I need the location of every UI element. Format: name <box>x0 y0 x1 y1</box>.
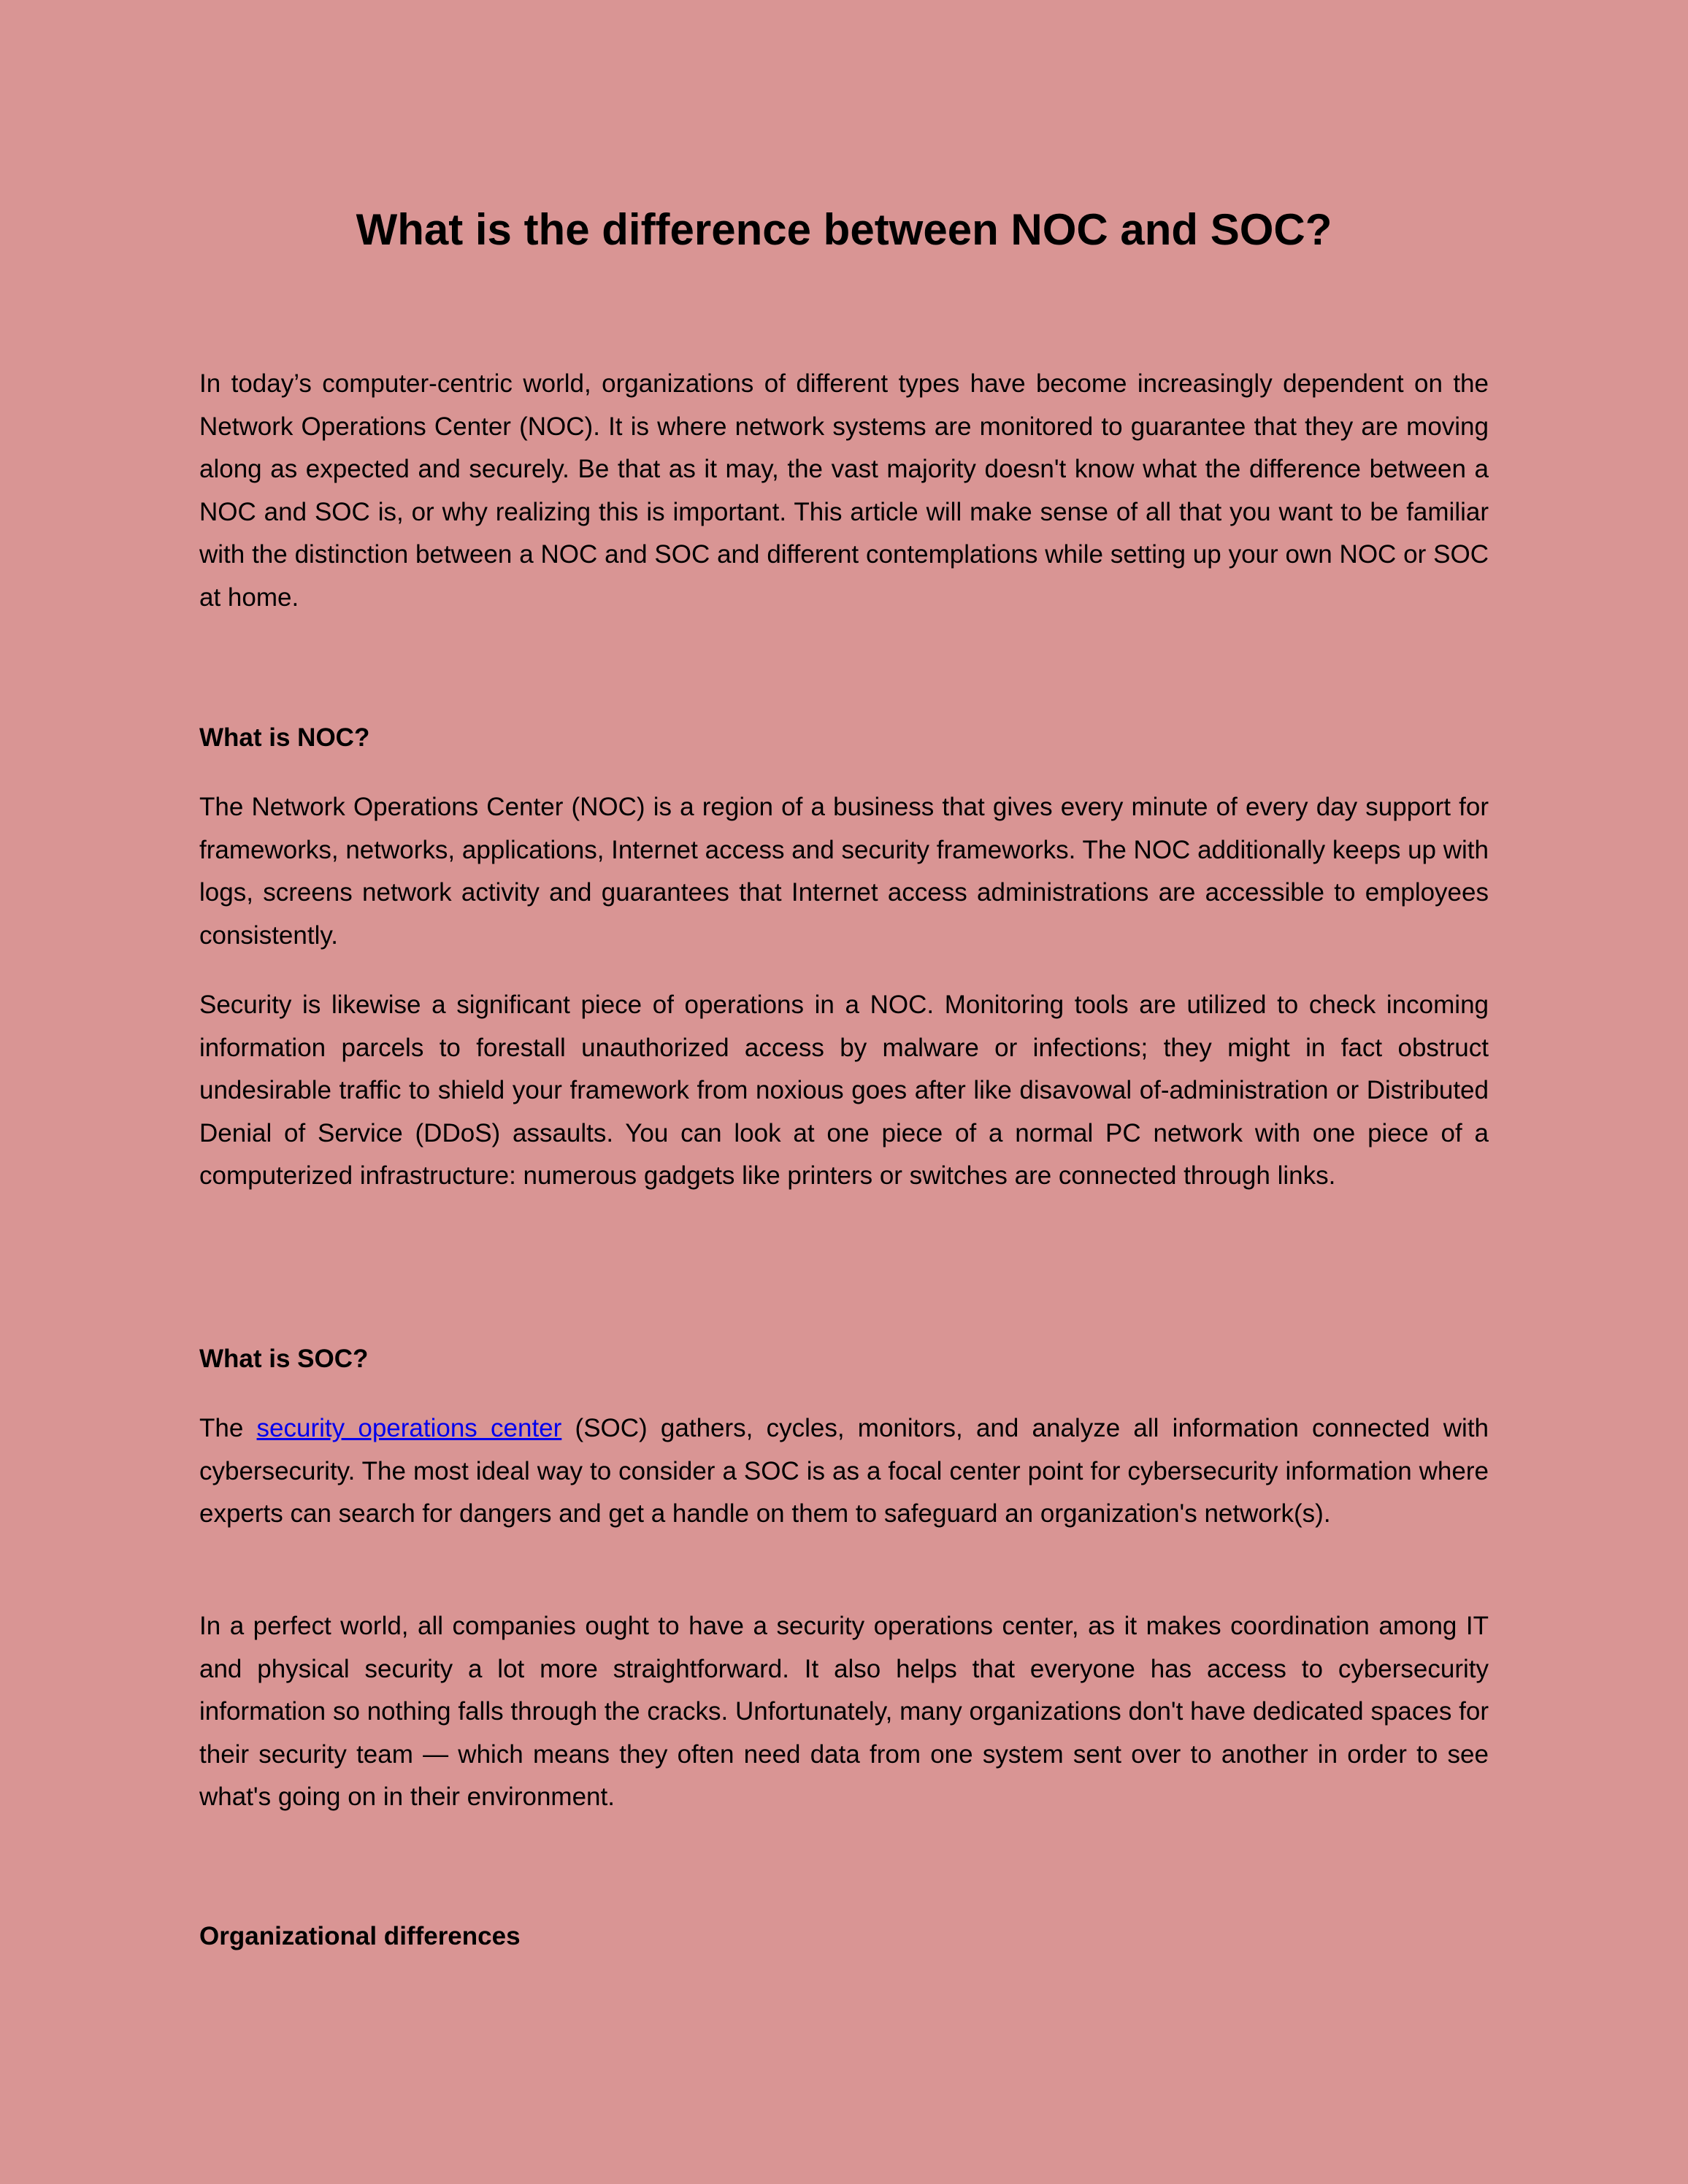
soc-paragraph-2: In a perfect world, all companies ought to have a security operations center, as it makes coordination among IT and physical security a lot more straightforward. It also helps that everyone has access to cybersecurity information so nothing falls through the cracks. Unfortunately, many organizations don't have dedicated spaces for their security team — which means they often need data from one system sent over to another in order to see what's going on in their environment. <box>199 1612 1489 1811</box>
noc-paragraph-1: The Network Operations Center (NOC) is a region of a business that gives every minute of every day support for frameworks, networks, applications, Internet access and security frameworks. The NOC additionally keeps up with logs, screens network activity and guarantees that Internet access administrations are accessible to employees consistently. <box>199 793 1489 950</box>
soc-paragraph-1 <box>199 1407 1489 1536</box>
noc-paragraph-2: Security is likewise a significant piece of operations in a NOC. Monitoring tools are utilized to check incoming information parcels to forestall unauthorized access by malware or infections; they might in fact obstruct undesirable traffic to shield your framework from noxious goes after like disavowal of-administration or Distributed Denial of Service (DDoS) assaults. You can look at one piece of a normal PC network with one piece of a computerized infrastructure: numerous gadgets like printers or switches are connected through links. <box>199 991 1489 1190</box>
soc-p1-before: The <box>199 1414 257 1442</box>
security-operations-center-link[interactable]: security operations center <box>256 1414 562 1442</box>
page-title: What is the difference between NOC and SOC? <box>356 205 1332 254</box>
intro-paragraph: In today’s computer-centric world, organizations of different types have become increasingly dependent on the Network Operations Center (NOC). It is where network systems are monitored to guarantee that they are moving along as expected and securely. Be that as it may, the vast majority doesn't know what the difference between a NOC and SOC is, or why realizing this is important. This article will make sense of all that you want to be familiar with the distinction between a NOC and SOC and different contemplations while setting up your own NOC or SOC at home. <box>199 369 1489 612</box>
soc-heading: What is SOC? <box>199 1345 369 1373</box>
soc-p1-after: (SOC) gathers, cycles, monitors, and analyze all information connected with cybersecurity. The most ideal way to consider a SOC is as a focal center point for cybersecurity information where experts can search for dangers and get a handle on them to safeguard an organization's network(s). <box>199 1414 1489 1528</box>
org-differences-heading: Organizational differences <box>199 1922 521 1950</box>
noc-heading: What is NOC? <box>199 723 370 752</box>
